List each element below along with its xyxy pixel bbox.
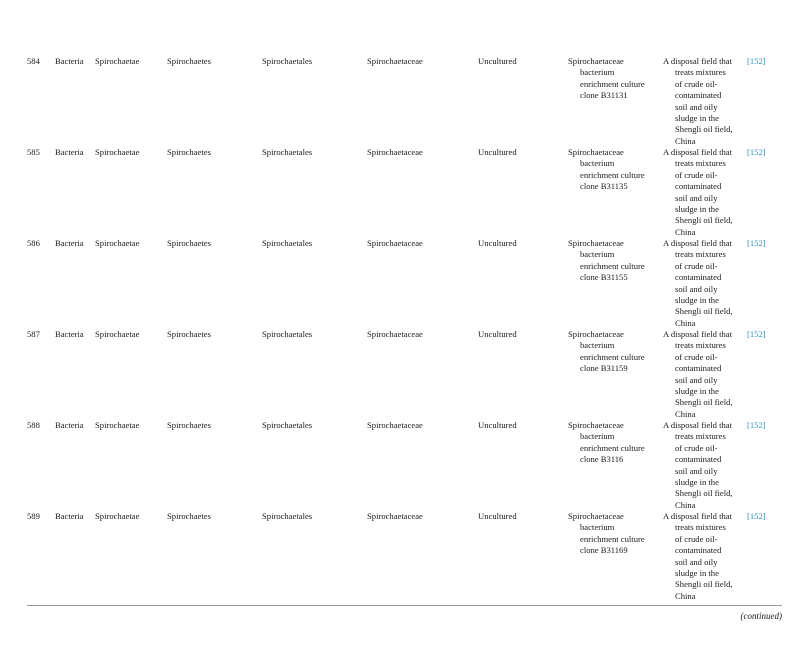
genus-cell: Uncultured: [478, 329, 517, 339]
species-cell-line: Spirochaetaceae: [568, 420, 624, 430]
source-cell-line: contaminated: [675, 90, 722, 101]
reference-link[interactable]: [152]: [747, 56, 766, 66]
domain-cell: Bacteria: [55, 420, 84, 430]
source-cell-line: contaminated: [675, 545, 722, 556]
order-cell: Spirochaetales: [262, 420, 313, 430]
species-cell: [568, 420, 645, 466]
table-bottom-rule: [27, 605, 782, 606]
species-cell-line: enrichment culture: [580, 169, 645, 180]
species-cell-line: bacterium: [580, 67, 615, 78]
species-cell-line: clone B31159: [580, 363, 628, 374]
source-cell-line: sludge in the: [675, 477, 719, 488]
source-cell-line: China: [675, 499, 696, 510]
source-cell-line: sludge in the: [675, 295, 719, 306]
source-cell-line: contaminated: [675, 272, 722, 283]
source-cell-line: of crude oil-: [675, 442, 718, 453]
source-cell-line: treats mixtures: [675, 340, 726, 351]
row-number: 584: [27, 56, 40, 66]
source-cell-line: soil and oily: [675, 465, 718, 476]
order-cell: Spirochaetales: [262, 511, 313, 521]
row-number: 588: [27, 420, 40, 430]
source-cell-line: soil and oily: [675, 374, 718, 385]
species-cell-line: Spirochaetaceae: [568, 511, 624, 521]
reference-link[interactable]: [152]: [747, 511, 766, 521]
species-cell-line: Spirochaetaceae: [568, 147, 624, 157]
order-cell: Spirochaetales: [262, 147, 313, 157]
domain-cell: Bacteria: [55, 329, 84, 339]
domain-cell: Bacteria: [55, 511, 84, 521]
genus-cell: Uncultured: [478, 420, 517, 430]
species-cell: [568, 147, 645, 193]
source-cell-line: treats mixtures: [675, 431, 726, 442]
genus-cell: Uncultured: [478, 56, 517, 66]
order-cell: Spirochaetales: [262, 238, 313, 248]
genus-cell: Uncultured: [478, 511, 517, 521]
source-cell-line: Shengli oil field,: [675, 579, 733, 590]
domain-cell: Bacteria: [55, 56, 84, 66]
phylum-cell: Spirochaetae: [95, 238, 140, 248]
class-cell: Spirochaetes: [167, 238, 211, 248]
source-cell-line: sludge in the: [675, 568, 719, 579]
source-cell-line: China: [675, 226, 696, 237]
source-cell: [663, 511, 733, 602]
species-cell-line: enrichment culture: [580, 351, 645, 362]
row-number: 585: [27, 147, 40, 157]
class-cell: Spirochaetes: [167, 511, 211, 521]
phylum-cell: Spirochaetae: [95, 329, 140, 339]
source-cell-line: sludge in the: [675, 113, 719, 124]
source-cell-line: Shengli oil field,: [675, 215, 733, 226]
source-cell-line: soil and oily: [675, 192, 718, 203]
source-cell-line: contaminated: [675, 363, 722, 374]
family-cell: Spirochaetaceae: [367, 56, 423, 66]
source-cell: [663, 147, 733, 238]
species-cell: [568, 329, 645, 375]
class-cell: Spirochaetes: [167, 56, 211, 66]
source-cell-line: China: [675, 135, 696, 146]
source-cell-line: soil and oily: [675, 556, 718, 567]
domain-cell: Bacteria: [55, 238, 84, 248]
reference-link[interactable]: [152]: [747, 147, 766, 157]
source-cell-line: A disposal field that: [663, 329, 732, 339]
species-cell-line: clone B3116: [580, 454, 624, 465]
source-cell-line: A disposal field that: [663, 420, 732, 430]
source-cell-line: China: [675, 317, 696, 328]
species-cell-line: bacterium: [580, 431, 615, 442]
class-cell: Spirochaetes: [167, 329, 211, 339]
species-cell-line: enrichment culture: [580, 533, 645, 544]
species-cell-line: clone B31155: [580, 272, 628, 283]
species-cell-line: enrichment culture: [580, 260, 645, 271]
species-cell-line: bacterium: [580, 249, 615, 260]
source-cell-line: contaminated: [675, 454, 722, 465]
source-cell-line: Shengli oil field,: [675, 397, 733, 408]
phylum-cell: Spirochaetae: [95, 420, 140, 430]
phylum-cell: Spirochaetae: [95, 56, 140, 66]
source-cell-line: A disposal field that: [663, 56, 732, 66]
family-cell: Spirochaetaceae: [367, 329, 423, 339]
order-cell: Spirochaetales: [262, 329, 313, 339]
species-cell-line: bacterium: [580, 340, 615, 351]
species-cell: [568, 511, 645, 557]
source-cell-line: treats mixtures: [675, 249, 726, 260]
source-cell-line: A disposal field that: [663, 147, 732, 157]
source-cell-line: China: [675, 590, 696, 601]
source-cell-line: of crude oil-: [675, 351, 718, 362]
species-cell-line: clone B31169: [580, 545, 628, 556]
row-number: 589: [27, 511, 40, 521]
species-cell-line: enrichment culture: [580, 78, 645, 89]
family-cell: Spirochaetaceae: [367, 238, 423, 248]
source-cell-line: of crude oil-: [675, 78, 718, 89]
source-cell: [663, 56, 733, 147]
source-cell: [663, 238, 733, 329]
source-cell-line: of crude oil-: [675, 533, 718, 544]
continued-note: (continued): [740, 611, 782, 621]
source-cell-line: A disposal field that: [663, 238, 732, 248]
genus-cell: Uncultured: [478, 238, 517, 248]
class-cell: Spirochaetes: [167, 147, 211, 157]
source-cell-line: contaminated: [675, 181, 722, 192]
species-cell-line: clone B31131: [580, 90, 628, 101]
source-cell-line: of crude oil-: [675, 169, 718, 180]
row-number: 586: [27, 238, 40, 248]
phylum-cell: Spirochaetae: [95, 511, 140, 521]
family-cell: Spirochaetaceae: [367, 420, 423, 430]
species-cell-line: bacterium: [580, 522, 615, 533]
species-cell-line: clone B31135: [580, 181, 628, 192]
source-cell-line: A disposal field that: [663, 511, 732, 521]
family-cell: Spirochaetaceae: [367, 147, 423, 157]
class-cell: Spirochaetes: [167, 420, 211, 430]
domain-cell: Bacteria: [55, 147, 84, 157]
source-cell-line: of crude oil-: [675, 260, 718, 271]
source-cell-line: soil and oily: [675, 283, 718, 294]
species-cell: [568, 238, 645, 284]
source-cell: [663, 420, 733, 511]
source-cell-line: Shengli oil field,: [675, 488, 733, 499]
source-cell-line: soil and oily: [675, 101, 718, 112]
source-cell-line: treats mixtures: [675, 67, 726, 78]
family-cell: Spirochaetaceae: [367, 511, 423, 521]
reference-link[interactable]: [152]: [747, 238, 766, 248]
species-cell: [568, 56, 645, 102]
genus-cell: Uncultured: [478, 147, 517, 157]
species-cell-line: Spirochaetaceae: [568, 238, 624, 248]
source-cell-line: Shengli oil field,: [675, 124, 733, 135]
species-cell-line: Spirochaetaceae: [568, 329, 624, 339]
source-cell-line: China: [675, 408, 696, 419]
row-number: 587: [27, 329, 40, 339]
species-cell-line: enrichment culture: [580, 442, 645, 453]
order-cell: Spirochaetales: [262, 56, 313, 66]
reference-link[interactable]: [152]: [747, 329, 766, 339]
source-cell-line: Shengli oil field,: [675, 306, 733, 317]
source-cell-line: treats mixtures: [675, 522, 726, 533]
source-cell-line: sludge in the: [675, 204, 719, 215]
species-cell-line: Spirochaetaceae: [568, 56, 624, 66]
phylum-cell: Spirochaetae: [95, 147, 140, 157]
species-cell-line: bacterium: [580, 158, 615, 169]
source-cell-line: treats mixtures: [675, 158, 726, 169]
reference-link[interactable]: [152]: [747, 420, 766, 430]
source-cell: [663, 329, 733, 420]
source-cell-line: sludge in the: [675, 386, 719, 397]
